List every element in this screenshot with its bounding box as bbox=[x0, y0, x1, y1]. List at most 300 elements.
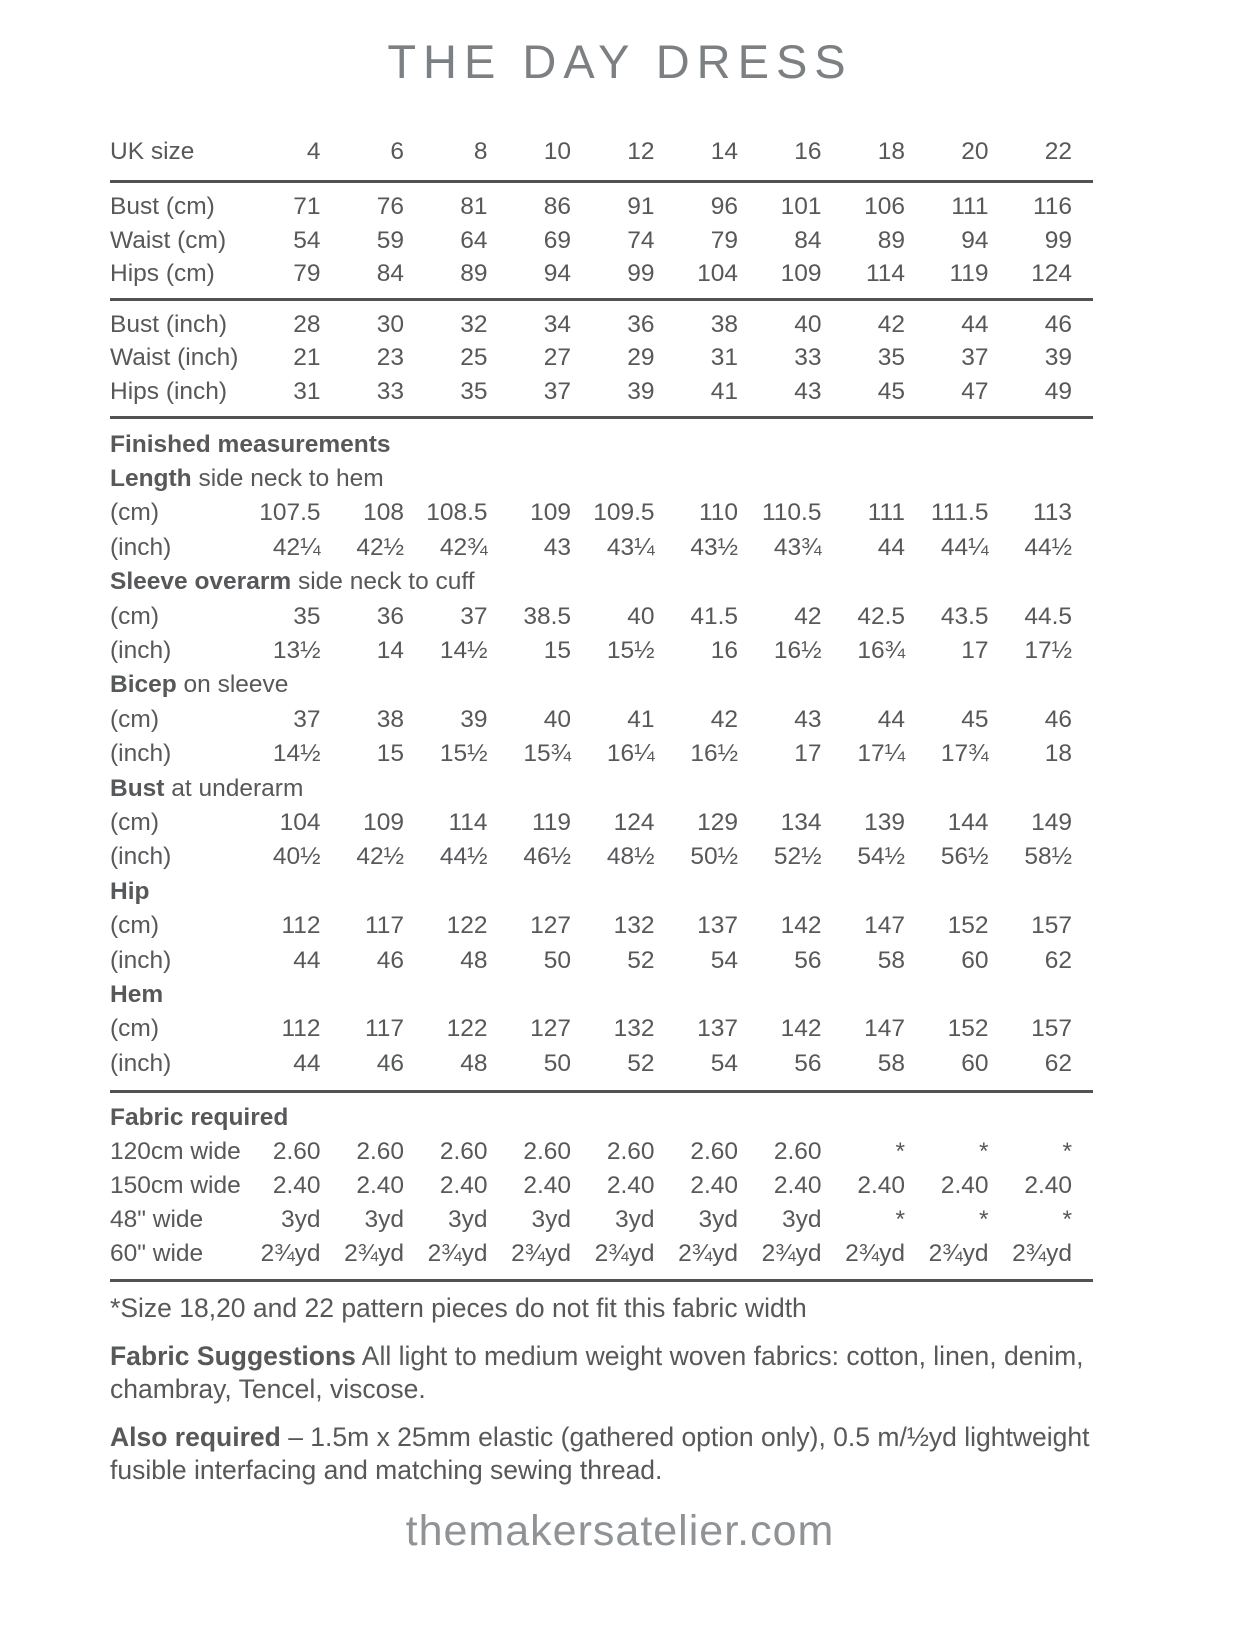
finished-row-inch-value: 15¾ bbox=[523, 740, 571, 768]
finished-measurements-heading-bold: Finished measurements bbox=[110, 430, 391, 458]
fabric-row-value: 2.40 bbox=[857, 1172, 905, 1200]
fabric-row-value: 3yd bbox=[698, 1206, 738, 1234]
measurement-row-inch-value: 36 bbox=[627, 310, 655, 338]
finished-measurements bbox=[110, 419, 1093, 1091]
measurement-row-cm-value: 69 bbox=[543, 226, 571, 254]
finished-row-cm bbox=[110, 1012, 1093, 1046]
measurement-row-inch bbox=[110, 341, 1093, 375]
finished-row-cm-value: 37 bbox=[293, 705, 321, 733]
measurement-row-cm-value: 79 bbox=[710, 226, 738, 254]
measurement-row-inch-value: 33 bbox=[376, 377, 404, 405]
finished-row-cm-value: 36 bbox=[376, 602, 404, 630]
finished-row-inch-value: 52 bbox=[627, 1049, 655, 1077]
finished-row-cm-value: 41 bbox=[627, 705, 655, 733]
measurement-row-cm-value: 101 bbox=[780, 193, 822, 220]
size-table bbox=[110, 134, 1093, 1282]
fabric-row-value: 2¾yd bbox=[427, 1240, 488, 1268]
finished-row-cm-value: 107.5 bbox=[259, 499, 321, 527]
uk-size-header-row-label: UK size bbox=[110, 138, 195, 165]
measurement-row-cm-value: 94 bbox=[543, 260, 571, 288]
measurement-row-inch-value: 23 bbox=[376, 344, 404, 372]
finished-row-cm-value: 139 bbox=[864, 809, 905, 837]
finished-section-heading-text bbox=[110, 565, 1093, 599]
finished-row-inch-label: (inch) bbox=[110, 946, 172, 974]
finished-row-inch-value: 15½ bbox=[439, 740, 488, 768]
fabric-suggestions-note bbox=[110, 1340, 1110, 1406]
finished-row-cm-value: 114 bbox=[448, 809, 488, 837]
finished-row-inch-value: 50 bbox=[543, 1049, 571, 1077]
finished-section-heading-text bbox=[110, 772, 1093, 806]
finished-section-heading-rest: side neck to hem bbox=[191, 464, 384, 492]
measurement-row-inch-value: 33 bbox=[794, 344, 822, 372]
finished-row-inch-label: (inch) bbox=[110, 1049, 172, 1077]
fabric-row-value: 2.60 bbox=[439, 1138, 488, 1166]
finished-row-cm-value: 110 bbox=[698, 499, 738, 527]
finished-row-cm bbox=[110, 600, 1093, 634]
finished-row-cm bbox=[110, 496, 1093, 530]
fabric-row-value: * bbox=[895, 1206, 905, 1234]
measurement-row-cm-value: 99 bbox=[627, 260, 655, 288]
finished-row-inch-value: 60 bbox=[961, 946, 989, 974]
measurement-row-cm-value: 109 bbox=[780, 260, 822, 288]
finished-row-cm-value: 110.5 bbox=[762, 499, 822, 527]
finished-row-cm-value: 37 bbox=[460, 602, 488, 630]
finished-row-inch-label: (inch) bbox=[110, 843, 172, 871]
fabric-row-value: 3yd bbox=[781, 1206, 822, 1234]
finished-row-inch-value: 48 bbox=[460, 946, 488, 974]
finished-row-inch bbox=[110, 840, 1093, 874]
uk-size-header-row-value: 4 bbox=[306, 138, 321, 165]
finished-row-inch-value: 14½ bbox=[439, 637, 488, 664]
finished-row-inch-value: 48 bbox=[460, 1049, 488, 1077]
finished-section-heading-bold: Length bbox=[110, 464, 192, 492]
measurement-row-inch-label: Waist (inch) bbox=[110, 344, 239, 372]
finished-row-inch-value: 15½ bbox=[606, 637, 655, 664]
finished-row-cm-value: 35 bbox=[293, 602, 321, 630]
finished-row-cm bbox=[110, 806, 1093, 840]
body-measurements-cm bbox=[110, 183, 1093, 298]
finished-row-inch-label: (inch) bbox=[110, 533, 172, 561]
finished-row-inch-value: 62 bbox=[1044, 946, 1072, 974]
finished-row-inch-value: 42¼ bbox=[272, 533, 321, 561]
fabric-row-value: 2¾yd bbox=[260, 1240, 321, 1268]
finished-row-cm-value: 137 bbox=[697, 912, 738, 940]
measurement-row-inch-value: 39 bbox=[627, 377, 655, 405]
finished-row-cm-value: 113 bbox=[1032, 499, 1072, 527]
finished-section-heading-bold: Bust bbox=[110, 774, 165, 802]
measurement-row-inch-value: 25 bbox=[460, 344, 488, 372]
fabric-row bbox=[110, 1203, 1093, 1237]
finished-row-inch-value: 16½ bbox=[690, 740, 738, 768]
finished-section-heading bbox=[110, 668, 1093, 702]
measurement-row-inch-value: 38 bbox=[710, 310, 738, 338]
finished-row-cm-value: 40 bbox=[543, 705, 571, 733]
finished-row-inch-value: 44 bbox=[293, 946, 321, 974]
measurement-row-cm-value: 76 bbox=[376, 193, 404, 220]
uk-size-header-row-value: 10 bbox=[543, 138, 571, 165]
fabric-row-value: * bbox=[1062, 1206, 1072, 1234]
measurement-row-inch-value: 45 bbox=[877, 377, 905, 405]
fabric-required-heading bbox=[110, 1101, 1093, 1135]
fabric-row-value: 2.40 bbox=[439, 1172, 488, 1200]
fabric-row-label: 120cm wide bbox=[110, 1138, 241, 1166]
finished-row-cm-label: (cm) bbox=[110, 499, 159, 527]
finished-section-heading-text bbox=[110, 978, 1093, 1012]
measurement-row-cm-value: 114 bbox=[865, 260, 905, 288]
uk-size-header-row-value: 12 bbox=[627, 138, 655, 165]
fabric-row-value: 2.40 bbox=[356, 1172, 404, 1200]
finished-row-cm-label: (cm) bbox=[110, 1015, 159, 1043]
finished-row-cm-value: 44.5 bbox=[1024, 602, 1072, 630]
finished-row-cm-value: 45 bbox=[961, 705, 989, 733]
fabric-row-value: 2.60 bbox=[523, 1138, 571, 1166]
fabric-width-note bbox=[110, 1292, 1110, 1325]
finished-row-inch-value: 15 bbox=[376, 740, 404, 768]
measurement-row-inch-value: 37 bbox=[961, 344, 989, 372]
measurement-row-cm-value: 84 bbox=[376, 260, 404, 288]
finished-section-heading-rest: on sleeve bbox=[176, 671, 289, 699]
uk-size-header-row-value: 6 bbox=[390, 138, 404, 165]
finished-row-cm-value: 46 bbox=[1044, 705, 1072, 733]
measurement-row-cm-label: Hips (cm) bbox=[110, 260, 215, 288]
finished-row-cm-value: 122 bbox=[446, 912, 488, 940]
finished-row-inch-value: 18 bbox=[1044, 740, 1072, 768]
fabric-row-value: * bbox=[978, 1138, 989, 1166]
measurement-row-inch-value: 44 bbox=[961, 310, 989, 338]
measurement-row-inch-value: 43 bbox=[794, 377, 822, 405]
fabric-row-value: 2.60 bbox=[356, 1138, 404, 1166]
finished-row-cm-value: 117 bbox=[364, 912, 404, 940]
website-url: themakersatelier.com bbox=[405, 1507, 835, 1556]
finished-row-inch-value: 42¾ bbox=[439, 533, 488, 561]
fabric-row-value: 3yd bbox=[364, 1206, 404, 1234]
finished-row-inch-value: 54 bbox=[710, 1049, 738, 1077]
fabric-row bbox=[110, 1237, 1093, 1271]
finished-row-cm-value: 108 bbox=[363, 499, 404, 527]
finished-row-cm-value: 119 bbox=[531, 809, 571, 837]
fabric-row-value: 2.60 bbox=[690, 1138, 738, 1166]
measurement-row-cm-value: 89 bbox=[877, 226, 905, 254]
finished-row-cm-label: (cm) bbox=[110, 809, 159, 837]
also-required-text: – 1.5m x 25mm elastic (gathered option only), 0.5 m/½yd lightweight fusible interfacing and matching sewing thread. bbox=[110, 1422, 1090, 1486]
fabric-row-value: 2.40 bbox=[690, 1172, 738, 1200]
notes-section bbox=[110, 1292, 1110, 1487]
measurement-row-inch-value: 42 bbox=[877, 310, 905, 338]
finished-row-cm-value: 39 bbox=[460, 705, 488, 733]
finished-section-heading-text bbox=[110, 462, 1093, 496]
finished-row-cm-value: 38 bbox=[376, 705, 404, 733]
measurement-row-cm-label: Waist (cm) bbox=[110, 226, 227, 254]
fabric-row-value: 2.40 bbox=[940, 1172, 989, 1200]
finished-row-inch-value: 58½ bbox=[1024, 843, 1072, 871]
uk-size-header-row bbox=[110, 134, 1093, 170]
fabric-row bbox=[110, 1169, 1093, 1203]
finished-row-inch-value: 52½ bbox=[773, 843, 822, 871]
finished-row-inch-value: 56 bbox=[794, 946, 822, 974]
finished-row-inch-value: 44 bbox=[877, 533, 905, 561]
measurement-row-cm-value: 94 bbox=[961, 226, 989, 254]
finished-row-cm-value: 134 bbox=[780, 809, 822, 837]
finished-section-heading-text bbox=[110, 668, 1093, 702]
finished-row-inch-value: 17¼ bbox=[857, 740, 905, 768]
finished-row-cm-value: 112 bbox=[281, 912, 321, 940]
finished-row-inch-value: 52 bbox=[627, 946, 655, 974]
finished-section-heading-bold: Sleeve overarm bbox=[110, 568, 292, 596]
measurement-row-cm bbox=[110, 224, 1093, 258]
measurement-row-inch-value: 46 bbox=[1044, 310, 1072, 338]
measurement-row-cm-value: 84 bbox=[794, 226, 822, 254]
finished-row-cm-value: 108.5 bbox=[426, 499, 488, 527]
fabric-row-label: 48" wide bbox=[110, 1206, 204, 1234]
finished-row-inch-value: 54½ bbox=[857, 843, 905, 871]
finished-section-heading bbox=[110, 772, 1093, 806]
finished-row-inch-value: 16½ bbox=[773, 637, 822, 664]
divider-bottom bbox=[110, 1279, 1093, 1282]
page-title: THE DAY DRESS bbox=[387, 35, 853, 88]
finished-row-inch-value: 58 bbox=[877, 946, 905, 974]
also-required-note bbox=[110, 1421, 1110, 1487]
measurement-row-inch-value: 37 bbox=[543, 377, 571, 405]
finished-row-inch bbox=[110, 737, 1093, 771]
measurement-row-cm-value: 99 bbox=[1044, 226, 1072, 254]
finished-row-inch-value: 50½ bbox=[690, 843, 738, 871]
finished-row-inch-value: 60 bbox=[961, 1049, 989, 1077]
fabric-row-value: 2¾yd bbox=[344, 1240, 404, 1268]
finished-row-inch-value: 13½ bbox=[272, 637, 321, 664]
measurement-row-cm-value: 124 bbox=[1031, 260, 1072, 288]
finished-row-cm-value: 44 bbox=[877, 705, 905, 733]
finished-row-inch-value: 56 bbox=[794, 1049, 822, 1077]
finished-row-cm-value: 109.5 bbox=[593, 499, 655, 527]
finished-row-inch-value: 54 bbox=[710, 946, 738, 974]
finished-row-cm-value: 38.5 bbox=[523, 602, 571, 630]
finished-row-inch-value: 62 bbox=[1044, 1049, 1072, 1077]
finished-row-inch-value: 14 bbox=[376, 637, 404, 664]
finished-row-cm-value: 127 bbox=[530, 1015, 571, 1043]
finished-row-inch-value: 58 bbox=[877, 1049, 905, 1077]
finished-row-inch-value: 14½ bbox=[272, 740, 321, 768]
finished-row-inch-value: 17 bbox=[961, 637, 989, 664]
fabric-row-value: 3yd bbox=[280, 1206, 321, 1234]
measurement-row-cm-value: 111 bbox=[951, 193, 989, 220]
finished-section-heading-rest: at underarm bbox=[164, 774, 304, 802]
measurement-row-cm-value: 119 bbox=[949, 260, 989, 288]
finished-row-cm-value: 42 bbox=[710, 705, 738, 733]
finished-row-cm-value: 109 bbox=[530, 499, 571, 527]
finished-row-cm-value: 144 bbox=[947, 809, 989, 837]
finished-row-cm-value: 41.5 bbox=[690, 602, 738, 630]
uk-size-header-row-value: 16 bbox=[794, 138, 822, 165]
measurement-row-inch-value: 35 bbox=[460, 377, 488, 405]
finished-measurements-heading bbox=[110, 428, 1093, 462]
finished-row-inch-value: 44½ bbox=[1024, 533, 1072, 561]
finished-section-heading-bold: Bicep bbox=[110, 671, 177, 699]
measurement-row-inch-value: 35 bbox=[877, 344, 905, 372]
finished-row-inch-value: 44¼ bbox=[940, 533, 989, 561]
measurement-row-cm-value: 96 bbox=[710, 193, 738, 220]
finished-row-cm-label: (cm) bbox=[110, 602, 159, 630]
uk-size-header-row-value: 8 bbox=[473, 138, 488, 165]
fabric-row-value: * bbox=[895, 1138, 905, 1166]
finished-section-heading bbox=[110, 978, 1093, 1012]
finished-section-heading-bold: Hip bbox=[110, 877, 150, 905]
finished-section-heading-bold: Hem bbox=[110, 981, 164, 1009]
finished-row-cm-value: 132 bbox=[613, 912, 655, 940]
pattern-size-sheet bbox=[0, 34, 1240, 1634]
finished-row-cm-value: 157 bbox=[1031, 1015, 1072, 1043]
fabric-width-note-text: *Size 18,20 and 22 pattern pieces do not fit this fabric width bbox=[110, 1293, 807, 1324]
measurement-row-cm-value: 71 bbox=[293, 193, 321, 220]
finished-row-cm bbox=[110, 909, 1093, 943]
fabric-row-value: 2.40 bbox=[1024, 1172, 1072, 1200]
finished-row-inch bbox=[110, 1047, 1093, 1081]
measurement-row-cm-value: 59 bbox=[376, 226, 404, 254]
fabric-row-value: 2¾yd bbox=[511, 1240, 571, 1268]
measurement-row-inch-value: 49 bbox=[1044, 377, 1072, 405]
finished-section-heading-text bbox=[110, 875, 1093, 909]
measurement-row-inch-value: 34 bbox=[543, 310, 571, 338]
finished-row-cm-value: 43.5 bbox=[940, 602, 989, 630]
measurement-row-cm-value: 86 bbox=[543, 193, 571, 220]
fabric-row-value: 2¾yd bbox=[678, 1240, 738, 1268]
finished-row-cm-value: 104 bbox=[279, 809, 321, 837]
finished-row-cm-value: 124 bbox=[613, 809, 655, 837]
measurement-row-inch-value: 39 bbox=[1044, 344, 1072, 372]
measurement-row-inch-label: Bust (inch) bbox=[110, 310, 228, 338]
fabric-row-value: 2.40 bbox=[606, 1172, 655, 1200]
measurement-row-inch-value: 21 bbox=[293, 344, 321, 372]
finished-row-inch-label: (inch) bbox=[110, 740, 172, 768]
fabric-row-value: 3yd bbox=[531, 1206, 571, 1234]
finished-row-inch-value: 50 bbox=[543, 946, 571, 974]
measurement-row-cm-value: 79 bbox=[293, 260, 321, 288]
body-measurements-inch bbox=[110, 301, 1093, 416]
measurement-row-inch-value: 31 bbox=[293, 377, 321, 405]
finished-row-inch-value: 44½ bbox=[439, 843, 488, 871]
finished-row-inch-value: 48½ bbox=[606, 843, 655, 871]
finished-row-cm-value: 111 bbox=[867, 499, 905, 527]
finished-row-inch-value: 43 bbox=[543, 533, 571, 561]
finished-row-cm-value: 40 bbox=[627, 602, 655, 630]
fabric-row-value: 2¾yd bbox=[928, 1240, 989, 1268]
measurement-row-cm-value: 89 bbox=[460, 260, 488, 288]
finished-row-cm-value: 42 bbox=[794, 602, 822, 630]
fabric-row-label: 60" wide bbox=[110, 1240, 204, 1268]
measurement-row-cm-value: 116 bbox=[1032, 193, 1072, 220]
finished-row-inch-value: 40½ bbox=[272, 843, 321, 871]
finished-row-inch-value: 17 bbox=[794, 740, 822, 768]
fabric-row-value: 2.60 bbox=[606, 1138, 655, 1166]
finished-row-inch-value: 42½ bbox=[356, 533, 404, 561]
finished-row-inch-value: 17½ bbox=[1024, 637, 1072, 664]
fabric-required bbox=[110, 1093, 1093, 1279]
fabric-suggestions-text: All light to medium weight woven fabrics: cotton, linen, denim, chambray, Tencel, viscose. bbox=[110, 1341, 1084, 1405]
finished-row-cm bbox=[110, 703, 1093, 737]
measurement-row-inch-value: 28 bbox=[293, 310, 321, 338]
finished-section-heading bbox=[110, 565, 1093, 599]
fabric-row-value: 2¾yd bbox=[1012, 1240, 1072, 1268]
fabric-row-value: 2¾yd bbox=[761, 1240, 822, 1268]
fabric-row-value: 3yd bbox=[614, 1206, 655, 1234]
finished-row-inch-value: 42½ bbox=[356, 843, 404, 871]
finished-row-inch-value: 46 bbox=[376, 1049, 404, 1077]
finished-row-cm-value: 112 bbox=[281, 1015, 321, 1043]
finished-row-cm-value: 111.5 bbox=[930, 499, 989, 527]
finished-row-inch-value: 43¼ bbox=[606, 533, 655, 561]
fabric-suggestions-label: Fabric Suggestions bbox=[110, 1341, 356, 1372]
finished-row-cm-value: 127 bbox=[530, 912, 571, 940]
measurement-row-cm-value: 91 bbox=[627, 193, 655, 220]
fabric-required-heading-bold: Fabric required bbox=[110, 1104, 289, 1132]
measurement-row-inch-value: 29 bbox=[627, 344, 655, 372]
measurement-row-inch-value: 32 bbox=[460, 310, 488, 338]
measurement-row-cm-value: 104 bbox=[697, 260, 738, 288]
fabric-row-value: 2.60 bbox=[272, 1138, 321, 1166]
finished-row-inch-value: 16¾ bbox=[857, 637, 905, 664]
finished-row-cm-value: 42.5 bbox=[857, 602, 905, 630]
measurement-row-inch-value: 40 bbox=[794, 310, 822, 338]
uk-size-header-row-value: 20 bbox=[961, 138, 989, 165]
fabric-row-value: 3yd bbox=[447, 1206, 488, 1234]
fabric-row-value: * bbox=[1062, 1138, 1072, 1166]
measurement-row-cm bbox=[110, 257, 1093, 291]
finished-row-cm-value: 137 bbox=[697, 1015, 738, 1043]
uk-size-header-row-value: 18 bbox=[877, 138, 905, 165]
fabric-required-heading-text bbox=[110, 1101, 1093, 1135]
finished-row-cm-value: 142 bbox=[780, 1015, 822, 1043]
finished-row-cm-label: (cm) bbox=[110, 912, 159, 940]
finished-row-inch bbox=[110, 634, 1093, 668]
finished-row-cm-value: 43 bbox=[794, 705, 822, 733]
measurement-row-cm-value: 64 bbox=[460, 226, 488, 254]
measurement-row-inch-value: 41 bbox=[710, 377, 738, 405]
finished-row-cm-value: 152 bbox=[947, 912, 989, 940]
also-required-label: Also required bbox=[110, 1422, 281, 1453]
finished-row-inch-value: 17¾ bbox=[940, 740, 989, 768]
fabric-row-value: 2¾yd bbox=[845, 1240, 905, 1268]
fabric-row-label: 150cm wide bbox=[110, 1172, 241, 1200]
finished-row-inch-value: 15 bbox=[543, 637, 571, 664]
fabric-row bbox=[110, 1135, 1093, 1169]
finished-row-cm-label: (cm) bbox=[110, 705, 159, 733]
fabric-row-value: 2.40 bbox=[773, 1172, 822, 1200]
fabric-row-value: * bbox=[978, 1206, 989, 1234]
finished-row-inch-value: 46½ bbox=[523, 843, 571, 871]
finished-row-cm-value: 147 bbox=[864, 912, 905, 940]
finished-row-cm-value: 132 bbox=[613, 1015, 655, 1043]
measurement-row-cm-value: 74 bbox=[627, 226, 655, 254]
measurement-row-cm-value: 54 bbox=[293, 226, 321, 254]
measurement-row-cm bbox=[110, 190, 1093, 224]
finished-section-heading bbox=[110, 462, 1093, 496]
measurement-row-inch bbox=[110, 375, 1093, 409]
finished-row-inch-value: 56½ bbox=[940, 843, 989, 871]
measurement-row-inch bbox=[110, 308, 1093, 342]
measurement-row-inch-value: 27 bbox=[543, 344, 571, 372]
measurement-row-inch-value: 31 bbox=[710, 344, 738, 372]
fabric-row-value: 2¾yd bbox=[594, 1240, 655, 1268]
finished-row-inch-value: 16 bbox=[710, 637, 738, 664]
finished-row-cm-value: 149 bbox=[1031, 809, 1072, 837]
fabric-row-value: 2.40 bbox=[523, 1172, 571, 1200]
fabric-row-value: 2.60 bbox=[773, 1138, 822, 1166]
finished-section-heading bbox=[110, 875, 1093, 909]
finished-row-cm-value: 109 bbox=[363, 809, 404, 837]
finished-row-cm-value: 142 bbox=[780, 912, 822, 940]
finished-row-inch bbox=[110, 944, 1093, 978]
measurement-row-inch-label: Hips (inch) bbox=[110, 377, 228, 405]
uk-size-header-row-value: 22 bbox=[1044, 138, 1072, 165]
